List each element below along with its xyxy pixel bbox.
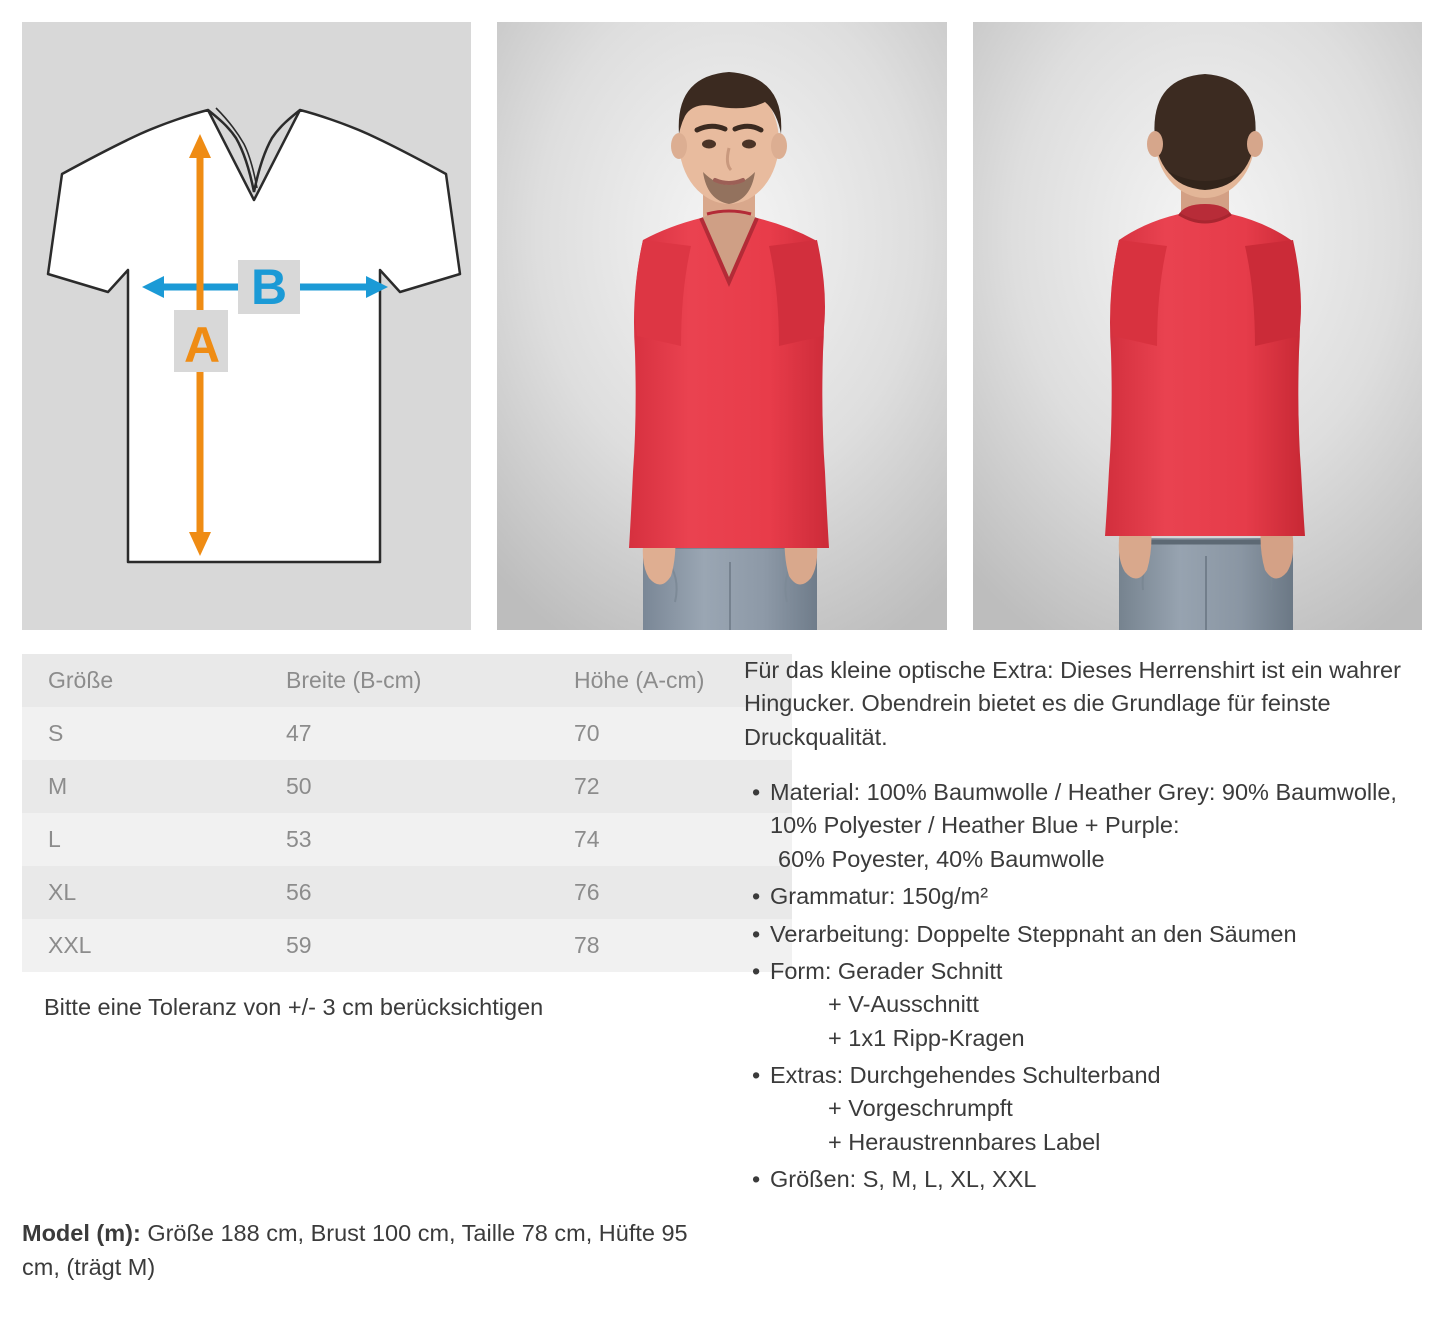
model-back <box>973 22 1422 630</box>
spec-text: Extras: Durchgehendes Schulterband <box>770 1061 1161 1088</box>
spec-list <box>744 776 1422 1196</box>
model-info <box>22 1216 722 1284</box>
spec-text: Grammatur: 150g/m² <box>770 883 989 910</box>
cell-height: 72 <box>574 773 600 799</box>
cell-height: 70 <box>574 720 600 746</box>
table-row <box>22 813 792 866</box>
description-intro: Für das kleine optische Extra: Dieses Herrenshirt ist ein wahrer Hingucker. Obendrein bietet es die Grundlage für feinste Druckqualität. <box>744 657 1401 750</box>
spec-text: Material: 100% Baumwolle / Heather Grey: 90% Baumwolle, 10% Polyester / Heather Blue + Purple: <box>770 779 1397 839</box>
cell-width: 56 <box>286 879 312 905</box>
cell-size: XL <box>48 879 77 905</box>
spec-sub: + Vorgeschrumpft <box>828 1095 1013 1122</box>
table-row <box>22 707 792 760</box>
cell-height: 74 <box>574 826 600 852</box>
cell-width: 50 <box>286 773 312 799</box>
spec-sub: + 1x1 Ripp-Kragen <box>828 1024 1025 1051</box>
header-width: Breite (B-cm) <box>286 667 422 693</box>
cell-size: M <box>48 773 68 799</box>
cell-height: 78 <box>574 932 600 958</box>
spec-text: Größen: S, M, L, XL, XXL <box>770 1166 1037 1193</box>
cell-width: 47 <box>286 720 312 746</box>
spec-continuation: 60% Poyester, 40% Baumwolle <box>778 845 1105 872</box>
spec-text: Form: Gerader Schnitt <box>770 957 1003 984</box>
image-row <box>0 0 1444 630</box>
header-size: Größe <box>48 667 114 693</box>
lower-section <box>0 630 1444 1200</box>
header-height: Höhe (A-cm) <box>574 667 705 693</box>
cell-height: 76 <box>574 879 600 905</box>
spec-item-form <box>744 955 1422 1055</box>
cell-size: L <box>48 826 61 852</box>
cell-size: S <box>48 720 64 746</box>
table-row <box>22 919 792 972</box>
schematic-tshirt <box>22 22 471 630</box>
spec-item-grammatur <box>744 880 1422 913</box>
spec-sub: + Heraustrennbares Label <box>828 1128 1101 1155</box>
cell-width: 59 <box>286 932 312 958</box>
spec-text: Verarbeitung: Doppelte Steppnaht an den Säumen <box>770 920 1297 947</box>
spec-item-extras <box>744 1059 1422 1159</box>
spec-item-verarbeitung <box>744 918 1422 951</box>
size-table <box>22 654 792 972</box>
svg-text:B: B <box>250 259 288 315</box>
spec-item-material <box>744 776 1422 876</box>
model-front <box>497 22 946 630</box>
table-row <box>22 866 792 919</box>
tolerance-note: Bitte eine Toleranz von +/- 3 cm berücksichtigen <box>44 994 544 1020</box>
table-header-row <box>22 654 792 707</box>
spec-sub: + V-Ausschnitt <box>828 991 979 1018</box>
size-column <box>22 654 722 1200</box>
spec-item-groessen <box>744 1163 1422 1196</box>
model-info-text: Größe 188 cm, Brust 100 cm, Taille 78 cm, Hüfte 95 cm, (trägt M) <box>22 1220 688 1281</box>
table-row <box>22 760 792 813</box>
description-column <box>744 654 1422 1200</box>
svg-text:A: A <box>183 317 221 373</box>
model-info-label: Model (m): <box>22 1220 141 1246</box>
cell-width: 53 <box>286 826 312 852</box>
cell-size: XXL <box>48 932 92 958</box>
